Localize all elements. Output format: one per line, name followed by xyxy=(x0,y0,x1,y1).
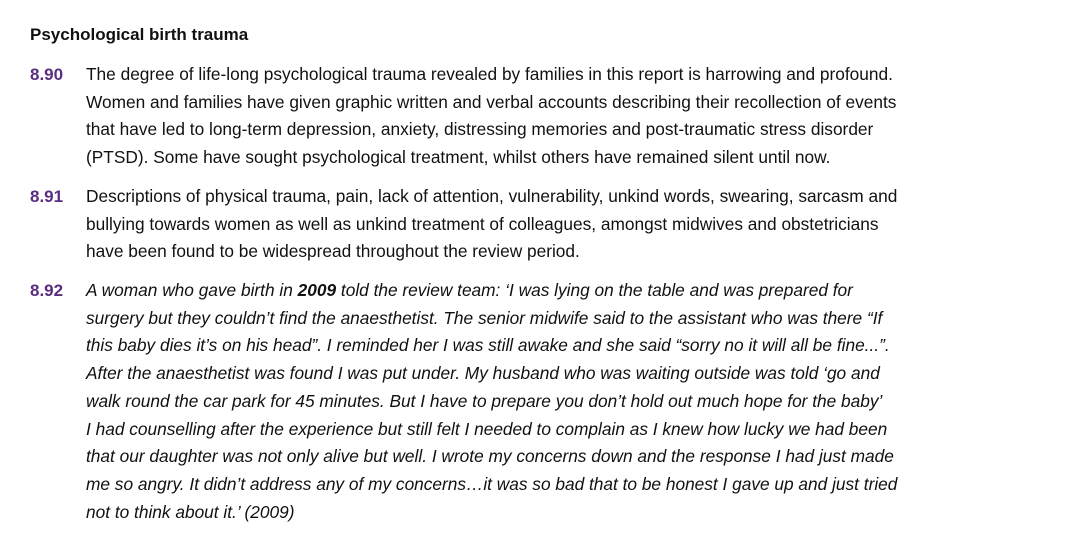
paragraph-number: 8.90 xyxy=(30,65,64,84)
quote-first-line xyxy=(86,277,853,305)
paragraph-line: (PTSD). Some have sought psychological treatment, whilst others have remained silent until now. xyxy=(86,147,831,168)
quote-text: A woman who gave birth in xyxy=(86,280,298,300)
quote-line: walk round the car park for 45 minutes. But I have to prepare you don’t hold out much hope for the baby’ xyxy=(86,390,883,411)
quote-line: I had counselling after the experience but still felt I needed to complain as I knew how lucky we had been xyxy=(86,418,888,439)
quote-line: this baby dies it’s on his head”. I reminded her I was still awake and she said “sorry no it will all be fine...”. xyxy=(86,335,890,356)
paragraph-number: 8.91 xyxy=(30,187,64,206)
quote-line: me so angry. It didn’t address any of my concerns…it was so bad that to be honest I gave up and just tried xyxy=(86,473,898,494)
paragraph-line: Descriptions of physical trauma, pain, lack of attention, vulnerability, unkind words, swearing, sarcasm and xyxy=(86,186,898,206)
paragraph-line: that have led to long-term depression, anxiety, distressing memories and post-traumatic stress disorder xyxy=(86,119,874,140)
quote-line: that our daughter was not only alive but well. I wrote my concerns down and the response I had just made xyxy=(86,446,894,467)
quote-text: told the review team: ‘I was lying on the table and was prepared for xyxy=(336,280,853,300)
paragraph-number: 8.92 xyxy=(30,281,64,300)
section-heading: Psychological birth trauma xyxy=(30,25,249,44)
paragraph-line: The degree of life-long psychological trauma revealed by families in this report is harrowing and profound. xyxy=(86,64,893,84)
paragraph-line: Women and families have given graphic written and verbal accounts describing their recollection of events xyxy=(86,91,897,112)
quote-line: surgery but they couldn’t find the anaesthetist. The senior midwife said to the assistant who was there “If xyxy=(86,307,883,328)
quote-line: not to think about it.’ (2009) xyxy=(86,501,295,522)
birth-year: 2009 xyxy=(297,280,337,300)
paragraph-line: bullying towards women as well as unkind treatment of colleagues, amongst midwives and obstetricians xyxy=(86,213,879,234)
paragraph-line: have been found to be widespread throughout the review period. xyxy=(86,241,580,262)
quote-line: After the anaesthetist was found I was put under. My husband who was waiting outside was told ‘go and xyxy=(86,363,880,384)
